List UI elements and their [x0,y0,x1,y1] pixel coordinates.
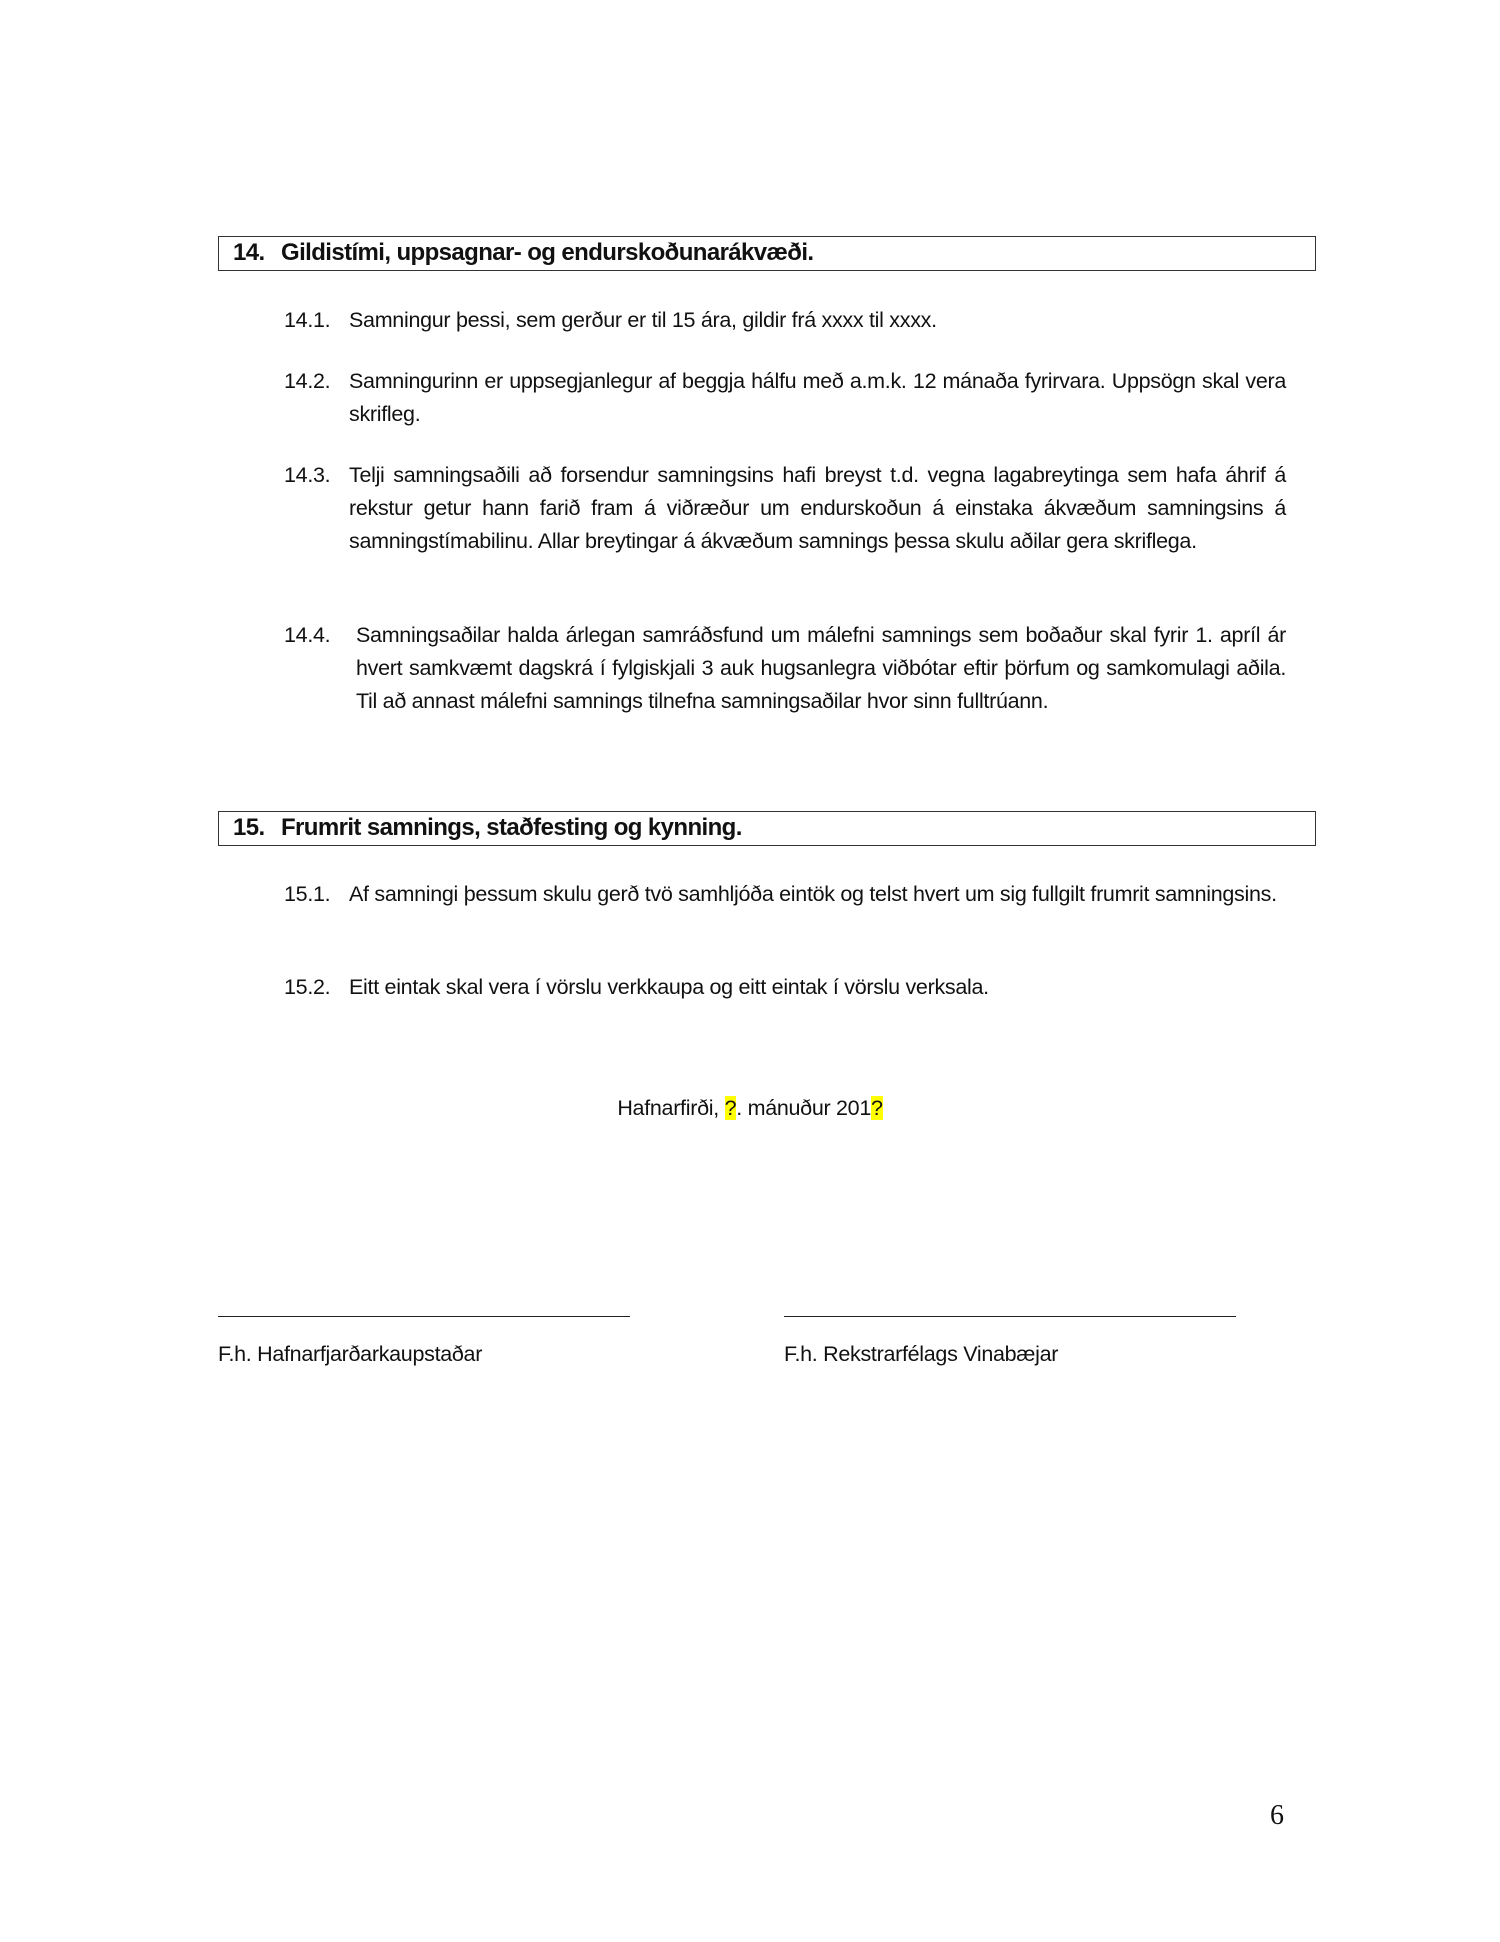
clause-15-1 [284,878,1286,911]
date-year-placeholder: ? [870,1096,883,1120]
signature-line-left [218,1316,630,1317]
clause-text: Af samningi þessum skulu gerð tvö samhljóða eintök og telst hvert um sig fullgilt frumrit samningsins. [349,882,1277,906]
signature-line-right [784,1316,1236,1317]
section-number: 14. [233,239,265,266]
clause-text: Samningur þessi, sem gerður er til 15 ára, gildir frá xxxx til xxxx. [349,308,937,332]
section-15-heading [218,811,1316,846]
section-title: Gildistími, uppsagnar- og endurskoðunarákvæði. [281,239,814,266]
clause-15-2 [284,971,1286,1004]
signature-label-left: F.h. Hafnarfjarðarkaupstaðar [218,1342,483,1366]
clause-text: Telji samningsaðili að forsendur samningsins hafi breyst t.d. vegna lagabreytinga sem hafa áhrif á rekstur getur hann farið fram á viðræður um endurskoðun á einstaka ákvæðum samningsins á samningstímabilinu. Allar breytingar á ákvæðum samnings þessa skulu aðilar gera skriflega. [349,463,1286,553]
section-title: Frumrit samnings, staðfesting og kynning. [281,814,742,841]
clause-14-1 [284,304,1286,337]
clause-number: 14.1. [284,308,331,332]
clause-text: Samningsaðilar halda árlegan samráðsfund um málefni samnings sem boðaður skal fyrir 1. apríl ár hvert samkvæmt dagskrá í fylgiskjali 3 auk hugsanlegra viðbótar eftir þörfum og samkomulagi aðila. Til að annast málefni samnings tilnefna samningsaðilar hvor sinn fulltrúann. [356,623,1286,713]
clause-number: 14.2. [284,369,331,393]
clause-14-3 [284,459,1286,558]
section-number: 15. [233,814,265,841]
date-month-year: . mánuður 201 [736,1096,871,1120]
section-14-heading [218,236,1316,271]
clause-number: 14.3. [284,463,331,487]
clause-number: 14.4. [284,623,331,647]
clause-text: Eitt eintak skal vera í vörslu verkkaupa og eitt eintak í vörslu verksala. [349,975,989,999]
clause-number: 15.2. [284,975,331,999]
clause-14-2 [284,365,1286,431]
date-day-placeholder: ? [724,1096,737,1120]
date-place: Hafnarfirði, [617,1096,725,1120]
date-line [0,1096,1500,1121]
clause-14-4 [284,619,1286,718]
signature-label-right: F.h. Rekstrarfélags Vinabæjar [784,1342,1059,1366]
clause-number: 15.1. [284,882,331,906]
clause-text: Samningurinn er uppsegjanlegur af beggja hálfu með a.m.k. 12 mánaða fyrirvara. Uppsögn skal vera skrifleg. [349,369,1286,426]
page-number: 6 [1270,1800,1284,1831]
